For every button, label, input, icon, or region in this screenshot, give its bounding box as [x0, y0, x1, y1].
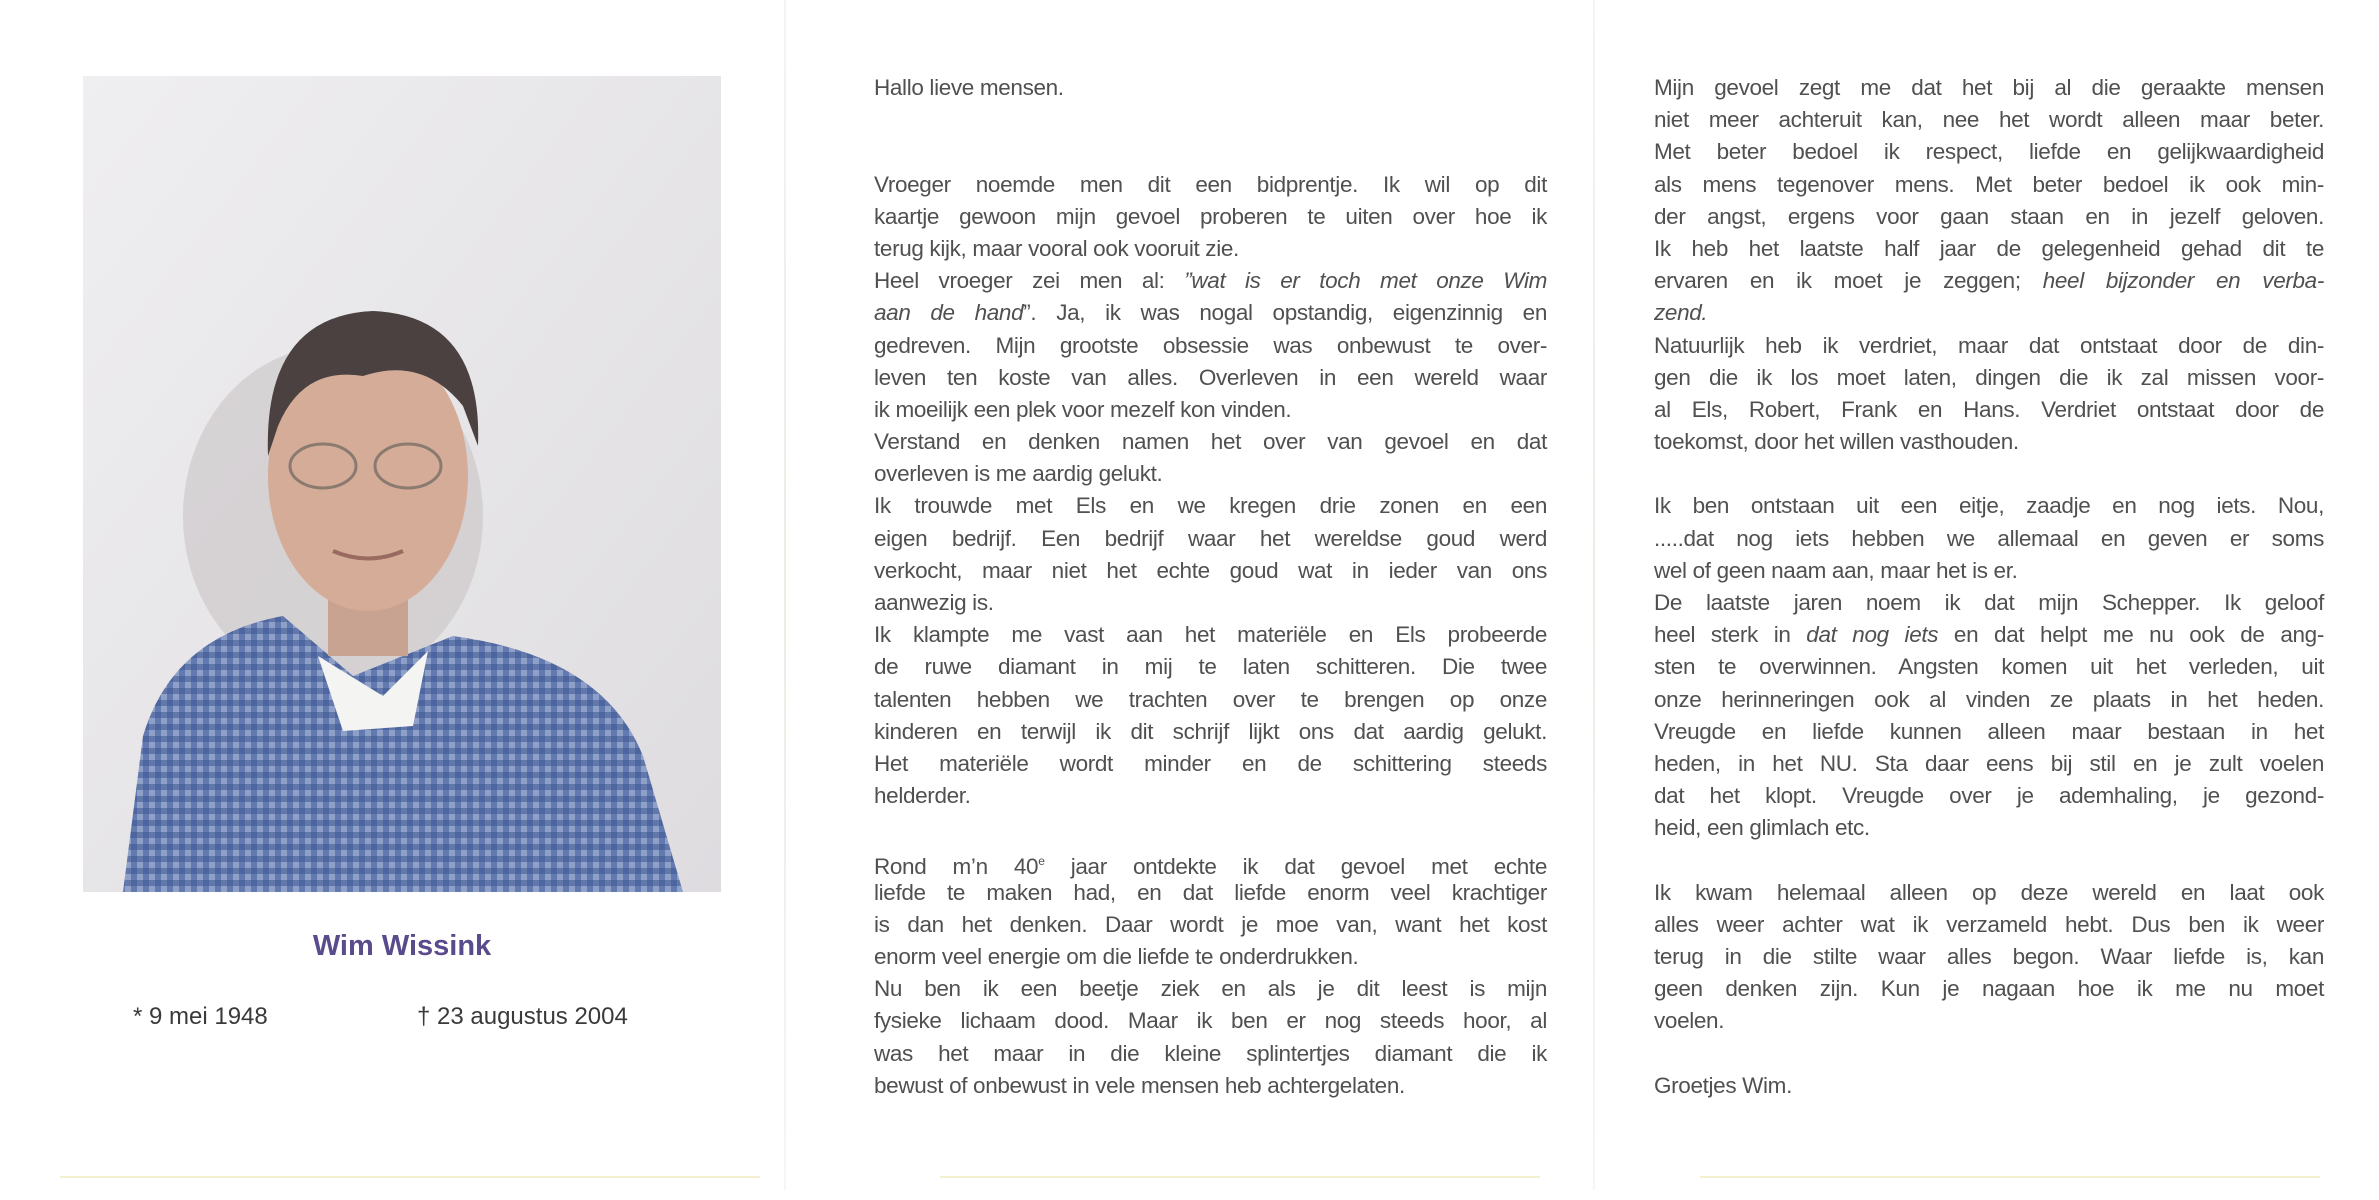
text-line [874, 651, 1547, 683]
text-segment: Het materiële wordt minder en de schittering steeds [874, 750, 1547, 776]
text-segment: Ik heb het laatste half jaar de gelegenheid gehad dit te [1654, 235, 2324, 261]
text-segment: ervaren en ik moet je zeggen; [1654, 268, 2043, 294]
text-segment: leven ten koste van alles. Overleven in een wereld waar [874, 364, 1547, 390]
text-segment: heel sterk in [1654, 622, 1807, 648]
text-segment: Vreugde en liefde kunnen alleen maar bestaan in het [1654, 718, 2324, 744]
text-line [1654, 716, 2324, 748]
death-date: † 23 augustus 2004 [417, 1003, 628, 1030]
text-segment: Ik klampte me vast aan het materiële en Els probeerde [874, 622, 1547, 648]
text-segment: sten te overwinnen. Angsten komen uit het verleden, uit [1654, 654, 2324, 680]
text-segment: heden, in het NU. Sta daar eens bij stil en je zult voelen [1654, 750, 2324, 776]
italic-text-segment: aan de hand [874, 300, 1024, 326]
portrait-photo [83, 76, 721, 892]
text-line [874, 265, 1547, 297]
text-segment: Mijn gevoel zegt me dat het bij al die geraakte mensen [1654, 75, 2324, 100]
text-line [1654, 426, 2324, 458]
panel-fold-right [1593, 0, 1595, 1190]
text-segment: als mens tegenover mens. Met beter bedoel ik ook min- [1654, 171, 2324, 197]
text-line [1654, 136, 2324, 168]
text-line [1654, 651, 2324, 683]
text-line [874, 330, 1547, 362]
italic-text-segment: ”wat is er toch met onze Wim [1184, 268, 1547, 294]
birth-date: * 9 mei 1948 [133, 1003, 268, 1030]
blank-line [1654, 458, 2324, 490]
text-line [874, 748, 1547, 780]
text-line [874, 587, 1547, 619]
text-segment: en dat helpt me nu ook de ang- [1938, 622, 2324, 648]
text-segment: Ik ben ontstaan uit een eitje, zaadje en nog iets. Nou, [1654, 493, 2324, 519]
text-line [874, 426, 1547, 458]
text-segment: Ik kwam helemaal alleen op deze wereld en laat ook [1654, 879, 2324, 905]
text-line [874, 716, 1547, 748]
text-line [874, 684, 1547, 716]
text-line [1654, 330, 2324, 362]
text-segment: wel of geen naam aan, maar het is er. [1654, 557, 2018, 583]
text-segment: Verstand en denken namen het over van gevoel en dat [874, 429, 1547, 455]
text-segment: Heel vroeger zei men al: [874, 268, 1185, 294]
text-line [874, 877, 1547, 909]
text-line [874, 169, 1547, 201]
text-segment: enorm veel energie om die liefde te onderdrukken. [874, 944, 1359, 970]
text-segment: jaar ontdekte ik dat gevoel met echte [1044, 853, 1547, 879]
text-segment: dat het klopt. Vreugde over je ademhaling, je gezond- [1654, 783, 2324, 809]
text-segment: .....dat nog iets hebben we allemaal en geven er soms [1654, 525, 2324, 551]
text-segment: talenten hebben we trachten over te brengen op onze [874, 686, 1547, 712]
text-line [874, 394, 1547, 426]
text-line [874, 362, 1547, 394]
text-line [874, 1038, 1547, 1070]
blank-line [1654, 845, 2324, 877]
text-segment: gen die ik los moet laten, dingen die ik zal missen voor- [1654, 364, 2324, 390]
text-segment: liefde te maken had, en dat liefde enorm veel krachtiger [874, 879, 1547, 905]
text-line [1654, 104, 2324, 136]
text-segment: Nu ben ik een beetje ziek en als je dit leest is mijn [874, 976, 1547, 1002]
text-segment: voelen. [1654, 1008, 1725, 1034]
text-segment: niet meer achteruit kan, nee het wordt alleen maar beter. [1654, 107, 2324, 133]
blank-line [874, 136, 1547, 168]
text-line [874, 1005, 1547, 1037]
text-line [874, 780, 1547, 812]
text-line [874, 845, 1547, 877]
text-line [1654, 555, 2324, 587]
text-line [1654, 748, 2324, 780]
text-line [1654, 362, 2324, 394]
text-segment: was het maar in die kleine splintertjes diamant die ik [874, 1040, 1547, 1066]
text-line [1654, 1005, 2324, 1037]
text-segment: der angst, ergens voor gaan staan en in jezelf geloven. [1654, 203, 2324, 229]
text-segment: Rond m’n 40 [874, 853, 1039, 879]
text-segment: alles weer achter wat ik verzameld hebt. Dus ben ik weer [1654, 911, 2324, 937]
text-segment: Groetjes Wim. [1654, 1072, 1792, 1098]
superscript-segment: e [1038, 853, 1045, 868]
text-line [1654, 169, 2324, 201]
text-line [1654, 72, 2324, 104]
text-line [1654, 490, 2324, 522]
text-line [874, 973, 1547, 1005]
text-line [874, 72, 1547, 104]
text-segment: ik moeilijk een plek voor mezelf kon vinden. [874, 396, 1292, 422]
text-line [874, 941, 1547, 973]
text-line [1654, 909, 2324, 941]
text-segment: eigen bedrijf. Een bedrijf waar het wereldse goud werd [874, 525, 1547, 551]
text-line [874, 490, 1547, 522]
panel-bottom-edge [1700, 1176, 2320, 1178]
text-line [874, 619, 1547, 651]
text-segment: is dan het denken. Daar wordt je moe van, want het kost [874, 911, 1547, 937]
text-segment: al Els, Robert, Frank en Hans. Verdriet ontstaat door de [1654, 396, 2324, 422]
text-segment: toekomst, door het willen vasthouden. [1654, 429, 2019, 455]
text-segment: bewust of onbewust in vele mensen heb achtergelaten. [874, 1072, 1405, 1098]
text-segment: kinderen en terwijl ik dit schrijf lijkt ons dat aardig gelukt. [874, 718, 1547, 744]
deceased-name: Wim Wissink [312, 930, 492, 962]
text-line [1654, 973, 2324, 1005]
text-line [874, 909, 1547, 941]
text-line [874, 523, 1547, 555]
text-line [1654, 1070, 2324, 1102]
text-line [1654, 233, 2324, 265]
text-segment: Ik trouwde met Els en we kregen drie zonen en een [874, 493, 1547, 519]
letter-column-middle [874, 72, 1547, 1102]
text-line [1654, 587, 2324, 619]
text-segment: Met beter bedoel ik respect, liefde en gelijkwaardigheid [1654, 139, 2324, 165]
italic-text-segment: heel bijzonder en verba- [2042, 268, 2324, 294]
text-segment: de ruwe diamant in mij te laten schitteren. Die twee [874, 654, 1547, 680]
panel-fold-left [784, 0, 786, 1190]
text-segment: De laatste jaren noem ik dat mijn Schepper. Ik geloof [1654, 590, 2324, 615]
text-line [874, 458, 1547, 490]
text-line [874, 201, 1547, 233]
text-segment: kaartje gewoon mijn gevoel proberen te uiten over hoe ik [874, 203, 1547, 229]
text-segment: Natuurlijk heb ik verdriet, maar dat ontstaat door de din- [1654, 332, 2324, 358]
italic-text-segment: zend. [1654, 300, 1708, 326]
blank-line [874, 812, 1547, 844]
text-line [1654, 941, 2324, 973]
text-segment: terug in die stilte waar alles begon. Waar liefde is, kan [1654, 944, 2324, 970]
blank-line [874, 104, 1547, 136]
text-segment: geen denken zijn. Kun je nagaan hoe ik me nu moet [1654, 976, 2324, 1002]
blank-line [1654, 1038, 2324, 1070]
text-segment: heid, een glimlach etc. [1654, 815, 1870, 841]
text-segment: Vroeger noemde men dit een bidprentje. Ik wil op dit [874, 171, 1547, 197]
text-segment: onze herinneringen ook al vinden ze plaats in het heden. [1654, 686, 2324, 712]
letter-column-right [1654, 72, 2324, 1102]
text-line [1654, 265, 2324, 297]
text-line [1654, 297, 2324, 329]
text-line [1654, 619, 2324, 651]
panel-bottom-edge [60, 1176, 760, 1178]
text-line [1654, 201, 2324, 233]
text-line [874, 297, 1547, 329]
panel-bottom-edge [940, 1176, 1540, 1178]
text-segment: overleven is me aardig gelukt. [874, 461, 1163, 487]
text-line [1654, 684, 2324, 716]
text-segment: terug kijk, maar vooral ook vooruit zie. [874, 235, 1239, 261]
italic-text-segment: dat nog iets [1806, 622, 1939, 648]
text-line [1654, 877, 2324, 909]
text-line [1654, 394, 2324, 426]
text-line [874, 1070, 1547, 1102]
text-line [1654, 812, 2324, 844]
text-line [874, 555, 1547, 587]
text-segment: aanwezig is. [874, 590, 994, 615]
text-segment: fysieke lichaam dood. Maar ik ben er nog steeds hoor, al [874, 1008, 1547, 1034]
text-line [1654, 780, 2324, 812]
text-segment: gedreven. Mijn grootste obsessie was onbewust te over- [874, 332, 1547, 358]
text-line [1654, 523, 2324, 555]
text-segment: verkocht, maar niet het echte goud wat in ieder van ons [874, 557, 1547, 583]
text-line [874, 233, 1547, 265]
text-segment: Hallo lieve mensen. [874, 75, 1064, 100]
text-segment: helderder. [874, 783, 971, 809]
text-segment: ”. Ja, ik was nogal opstandig, eigenzinnig en [1023, 300, 1547, 326]
